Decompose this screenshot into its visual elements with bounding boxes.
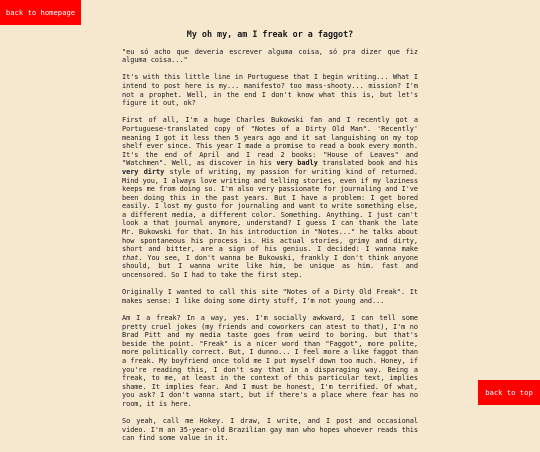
article [122, 30, 418, 452]
paragraph-quote: "eu só acho que deveria escrever alguma coisa, só pra dizer que fiz alguma coisa..." [122, 47, 418, 65]
paragraph-bukowski [122, 116, 418, 279]
paragraph-intro: It's with this little line in Portuguese that I begin writing... What I intend to post here is my... manifesto? too mass-shooty... mission? I'm not a prophet. Well, in the end I don't know what this is, but let's figure it out, ok? [122, 73, 418, 108]
emphasis-very-badly: very badly [276, 159, 318, 168]
paragraph-freak: Am I a freak? In a way, yes. I'm socially awkward, I can tell some pretty cruel jokes (my friends and coworkers can atest to that), I'm no Brad Pitt and my media taste goes from weird to boring. but that's beside the point. "Freak" is a nicer word than "Faggot", more polite, more politically correct. But, I dunno... I feel more a like faggot than a freak. My boyfriend once told me I put myself down too much. Honey, if you're reading this, I don't say that in a disparaging way. Being a freak, to me, at least in the context of this particular text, implies shame. It implies fear. And I must be honest, I'm terrified. Of what, you ask? I don't wanna start, but if there's a place where fear has no room, it is here. [122, 314, 418, 408]
paragraph-text: . You see, I don't wanna be Bukowski, frankly I don't think anyone should, but I wanna write like him, be unique as him. fast and uncensored. So I had to take the first step. [122, 253, 418, 280]
article-title: My oh my, am I freak or a faggot? [186, 29, 354, 39]
emphasis-very-dirty: very dirty [122, 167, 165, 176]
back-to-homepage-button[interactable]: back to homepage [0, 0, 81, 25]
emphasis-that: that [122, 253, 139, 262]
paragraph-text: style of writing, my passion for writing kind of returned. Mind you, I always love writing and telling stories, even if my laziness keeps me from doing so. I'm also very passionate for journaling and I've been doing this in the past years. But I have a problem: I get bored easily. I lost my gusto for journaling and want to write something else, a different media, a different color. Something. Anything. I just can't look a that journal anymore, understand? I guess I can thank the late Mr. Bukowski for that. In his introduction in "Notes..." he talks about how spontaneous his process is. His actual stories, grimy and dirty, short and bitter, are a sign of his genius. I decided: I wanna make [122, 167, 418, 254]
paragraph-original-title: Originally I wanted to call this site "Notes of a Dirty Old Freak". It makes sense: I like doing some dirty stuff, I'm not young and... [122, 288, 418, 305]
paragraph-text: translated book and his [317, 159, 418, 168]
paragraph-hokey: So yeah, call me Hokey. I draw, I write, and I post and occasional video. I'm an 35-year-old Brazilian gay man who hopes whoever reads this can find some value in it. [122, 417, 418, 443]
paragraph-text: First of all, I'm a huge Charles Bukowski fan and I recently got a Portuguese-translated copy of "Notes of a Dirty Old Man". 'Recently' meaning I got it less then 5 years ago and it sat languishing on my top shelf ever since. This year I made a promise to read a book every month. It's the end of April and I read 2 books: "House of Leaves" and "Watchmen". Well, as discover in his [122, 116, 418, 168]
back-to-top-button[interactable]: back to top [478, 380, 540, 405]
